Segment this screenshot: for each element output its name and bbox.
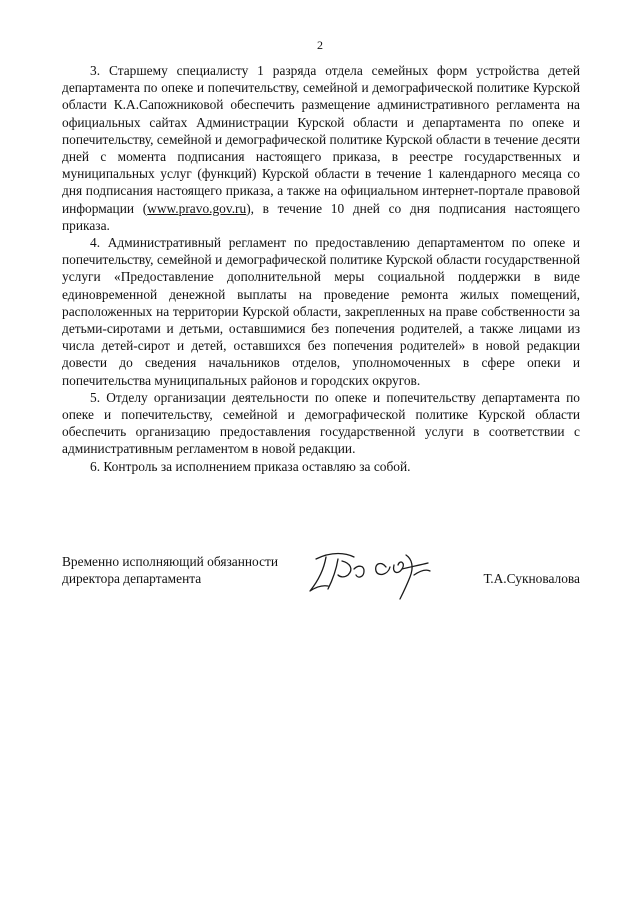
page-number: 2 — [317, 38, 323, 52]
signer-title-line-2: директора департамента — [62, 571, 202, 587]
signature-block — [62, 553, 580, 613]
paragraph-4: 4. Административный регламент по предоставлению департаментом по опеке и попечительству, семейной и демографической политике Курской области государственной услуги «Предоставление дополнительной меры социальной поддержки в виде единовременной денежной выплаты на проведение ремонта жилых помещений, расположенных на территории Курской области, закрепленных на праве собственности за детьми-сиротами и детьми, оставшимися без попечения родителей, а также лицами из числа детей-сирот и детей, оставшихся без попечения родителей» в новой редакции довести до сведения начальников отделов, уполномоченных в сфере опеки и попечительства муниципальных районов и городских округов. — [62, 235, 580, 388]
signer-name: Т.А.Сукновалова — [483, 571, 580, 586]
signer-title-line-1: Временно исполняющий обязанности — [62, 554, 279, 569]
document-body — [62, 62, 580, 475]
pravo-gov-link[interactable]: www.pravo.gov.ru — [147, 200, 247, 216]
paragraph-6: 6. Контроль за исполнением приказа оставляю за собой. — [90, 458, 411, 474]
paragraph-3 — [62, 62, 580, 234]
paragraph-5: 5. Отделу организации деятельности по опеке и попечительству департамента по опеке и попечительству, семейной и демографической политике Курской области обеспечить организацию предоставления государственной услуги в соответствии с административным регламентом в новой редакции. — [62, 389, 580, 457]
signer-title — [62, 553, 312, 587]
handwritten-signature — [302, 545, 472, 605]
paragraph-3-text-after: ), в течение 10 дней со дня подписания настоящего приказа. — [62, 200, 580, 233]
paragraph-3-text-before: 3. Старшему специалисту 1 разряда отдела семейных форм устройства детей департамента по опеке и попечительству, семейной и демографической политике Курской области К.А.Сапожниковой обеспечить размещение административного регламента на официальных сайтах Администрации Курской области и департамента по опеке и попечительству, семейной и демографической политике Курской области в течение десяти дней с момента подписания настоящего приказа, в реестре государственных и муниципальных услуг (функций) Курской области в течение 1 календарного месяца со дня подписания настоящего приказа, а также на официальном интернет-портале правовой информации ( — [62, 63, 580, 216]
